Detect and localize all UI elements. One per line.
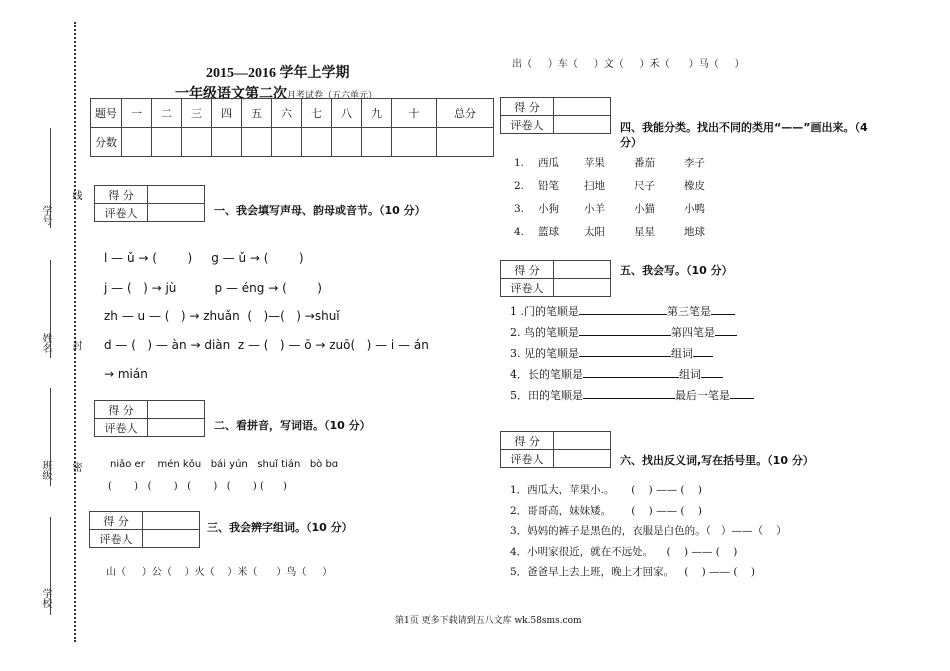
answer-blank[interactable]	[693, 345, 713, 357]
answer-blank[interactable]	[701, 366, 723, 378]
col-2: 二	[152, 99, 182, 128]
word[interactable]: 西瓜	[538, 157, 559, 169]
col-1: 一	[122, 99, 152, 128]
row-prefix: 2. 鸟的笔顺是	[510, 326, 579, 339]
word[interactable]: 小猫	[634, 203, 655, 215]
word[interactable]: 铅笔	[538, 180, 559, 192]
word[interactable]: 小羊	[584, 203, 605, 215]
section3-continued[interactable]: 出（ ）车（ ）文（ ）禾（ ）马（ ）	[512, 59, 745, 70]
seal-char-1: 线	[70, 190, 81, 200]
row-number: 3.	[514, 203, 525, 215]
section6-row[interactable]: 4．小明家很近，就在不远处。 ( ) —— ( )	[510, 545, 738, 558]
score-cell[interactable]	[392, 128, 437, 157]
section4-row	[514, 178, 705, 201]
section4-row	[514, 224, 705, 247]
grader-input[interactable]	[148, 204, 205, 222]
year-title: 2015—2016 学年上学期	[206, 66, 350, 81]
answer-blank[interactable]	[711, 303, 735, 315]
section5-row	[510, 303, 754, 324]
grader-box-6	[500, 431, 611, 468]
col-9: 九	[362, 99, 392, 128]
grader-box-3	[89, 511, 200, 548]
grader-label: 评卷人	[501, 116, 554, 134]
class-blank	[50, 388, 51, 486]
grader-input[interactable]	[554, 279, 611, 297]
col-8: 八	[332, 99, 362, 128]
answer-blank[interactable]	[715, 324, 737, 336]
score-cell[interactable]	[362, 128, 392, 157]
section1-line-4: d — ( ) — àn → diàn z — ( ) — ō → zuō( ) — i — án	[104, 338, 429, 352]
section1-line-3: zh — u — ( ) → zhuǎn ( )—( ) →shuǐ	[104, 309, 340, 323]
grader-label: 评卷人	[501, 279, 554, 297]
section4-row	[514, 155, 705, 178]
score-cell[interactable]	[302, 128, 332, 157]
section5-row	[510, 366, 754, 387]
col-3: 三	[182, 99, 212, 128]
row-mid: 最后一笔是	[675, 389, 730, 402]
row-prefix: 5．田的笔顺是	[510, 389, 583, 402]
row-prefix: 3. 见的笔顺是	[510, 347, 579, 360]
name-label: 姓名	[40, 333, 51, 353]
section4-list	[514, 155, 705, 247]
exam-title: 一年级语文第二次	[175, 86, 287, 102]
section5-row	[510, 345, 754, 366]
section4-row	[514, 201, 705, 224]
topic-header: 题号	[95, 106, 117, 120]
row-mid: 第三笔是	[667, 305, 711, 318]
section6-row[interactable]: 2．哥哥高，妹妹矮。 ( ) —— ( )	[510, 504, 702, 517]
score-cell[interactable]	[122, 128, 152, 157]
section4-title: 四、我能分类。找出不同的类用“——”画出来。（4 分）	[620, 121, 868, 149]
row-number: 4.	[514, 226, 525, 238]
section5-row	[510, 387, 754, 408]
seal-char-2: 封	[70, 340, 81, 350]
score-label: 得 分	[95, 186, 148, 204]
section1-line-1: l — ǔ → ( ) g — ǔ → ( )	[104, 251, 304, 265]
section3-line[interactable]: 山（ ）公（ ）火（ ）米（ ）鸟（ ）	[106, 567, 333, 578]
score-cell[interactable]	[152, 128, 182, 157]
col-total: 总分	[437, 99, 494, 128]
school-blank	[50, 517, 51, 615]
word[interactable]: 李子	[684, 157, 705, 169]
score-header: 分数	[95, 135, 117, 149]
col-4: 四	[212, 99, 242, 128]
row-number: 2.	[514, 180, 525, 192]
grader-input[interactable]	[148, 419, 205, 437]
grader-label: 评卷人	[90, 530, 143, 548]
section1-line-5: → mián	[104, 367, 148, 381]
name-blank	[50, 260, 51, 358]
answer-blank[interactable]	[579, 345, 671, 357]
word[interactable]: 橡皮	[684, 180, 705, 192]
school-label: 学校	[40, 588, 51, 608]
section3-title: 三、我会辨字组词。（10 分）	[207, 521, 353, 534]
score-cell-total[interactable]	[437, 128, 494, 157]
answer-blank[interactable]	[579, 303, 667, 315]
section6-list	[510, 482, 787, 585]
section6-title: 六、找出反义词,写在括号里。（10 分）	[620, 454, 814, 467]
score-cell[interactable]	[212, 128, 242, 157]
answer-blank[interactable]	[583, 366, 679, 378]
score-table-header-topic	[91, 99, 122, 128]
col-7: 七	[302, 99, 332, 128]
row-mid: 第四笔是	[671, 326, 715, 339]
row-mid: 组词	[671, 347, 693, 360]
section6-row[interactable]: 3．妈妈的裤子是黑色的，衣服是白色的。（ ）——（ ）	[510, 525, 787, 537]
score-label: 得 分	[95, 401, 148, 419]
word[interactable]: 地球	[684, 226, 705, 238]
score-input[interactable]	[554, 261, 611, 279]
exam-subtitle: 月考试卷（五六单元）	[287, 91, 378, 101]
section1-line-2: j — ( ) → jù p — éng → ( )	[104, 281, 322, 295]
word[interactable]: 太阳	[584, 226, 605, 238]
grader-box-1	[94, 185, 205, 222]
class-label: 班级	[40, 460, 51, 480]
word[interactable]: 小鸭	[684, 203, 705, 215]
student-no-blank	[50, 128, 51, 228]
answer-blank[interactable]	[583, 387, 675, 399]
score-input[interactable]	[554, 432, 611, 450]
section5-title: 五、我会写。（10 分）	[620, 264, 733, 277]
score-input[interactable]	[143, 512, 200, 530]
score-table-header-score	[91, 128, 122, 157]
row-prefix: 4．长的笔顺是	[510, 368, 583, 381]
section2-title: 二、看拼音，写词语。（10 分）	[214, 419, 371, 432]
score-cell[interactable]	[242, 128, 272, 157]
grader-label: 评卷人	[501, 450, 554, 468]
section1-title: 一、我会填写声母、韵母或音节。（10 分）	[214, 204, 426, 217]
answer-blank[interactable]	[730, 387, 754, 399]
score-cell[interactable]	[272, 128, 302, 157]
binding-dotted-line	[74, 22, 76, 642]
section2-pinyin: niǎo er mén kǒu bái yún shuǐ tián bò bɑ	[110, 459, 339, 470]
grader-input[interactable]	[143, 530, 200, 548]
score-cell[interactable]	[182, 128, 212, 157]
score-label: 得 分	[501, 98, 554, 116]
grader-box-5	[500, 260, 611, 297]
student-no-label: 学号	[40, 205, 51, 225]
score-table	[90, 98, 494, 157]
word[interactable]: 苹果	[584, 157, 605, 169]
score-label: 得 分	[501, 261, 554, 279]
section5-row	[510, 324, 754, 345]
section2-answers[interactable]: ( ) ( ) ( ) ( ) ( )	[108, 481, 287, 492]
seal-char-3: 密	[70, 462, 81, 472]
page-footer: 第1页 更多下载请到五八文库 wk.58sms.com	[395, 616, 582, 626]
word[interactable]: 扫地	[584, 180, 605, 192]
col-5: 五	[242, 99, 272, 128]
grader-label: 评卷人	[95, 204, 148, 222]
word[interactable]: 篮球	[538, 226, 559, 238]
grader-box-4	[500, 97, 611, 134]
score-label: 得 分	[90, 512, 143, 530]
answer-blank[interactable]	[579, 324, 671, 336]
score-input[interactable]	[148, 186, 205, 204]
word[interactable]: 番茄	[634, 157, 655, 169]
word[interactable]: 小狗	[538, 203, 559, 215]
row-number: 1.	[514, 157, 525, 169]
grader-input[interactable]	[554, 450, 611, 468]
word[interactable]: 尺子	[634, 180, 655, 192]
score-input[interactable]	[554, 98, 611, 116]
section6-row[interactable]: 5．爸爸早上去上班，晚上才回家。 ( ) —— ( )	[510, 566, 755, 578]
score-label: 得 分	[501, 432, 554, 450]
grader-label: 评卷人	[95, 419, 148, 437]
grader-input[interactable]	[554, 116, 611, 134]
score-cell[interactable]	[332, 128, 362, 157]
section5-list	[510, 303, 754, 408]
section6-row[interactable]: 1．西瓜大，苹果小.。 ( ) —— ( )	[510, 484, 702, 496]
col-10: 十	[392, 99, 437, 128]
grader-box-2	[94, 400, 205, 437]
score-input[interactable]	[148, 401, 205, 419]
col-6: 六	[272, 99, 302, 128]
word[interactable]: 星星	[634, 226, 655, 238]
row-prefix: 1 .门的笔顺是	[510, 305, 579, 318]
row-mid: 组词	[679, 368, 701, 381]
